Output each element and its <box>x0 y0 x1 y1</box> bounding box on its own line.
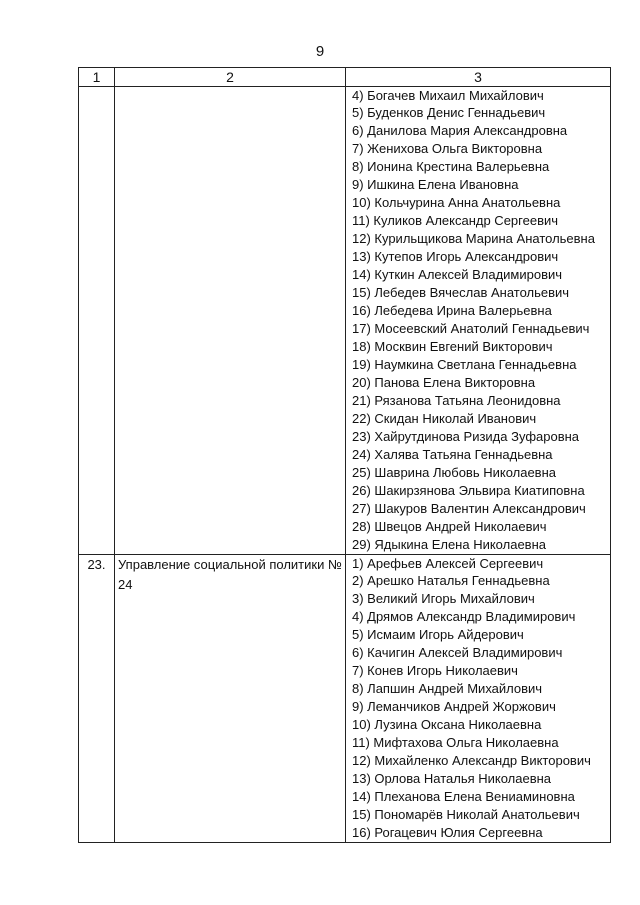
list-item: 17) Мосеевский Анатолий Геннадьевич <box>352 321 590 336</box>
list-item: 16) Лебедева Ирина Валерьевна <box>352 303 552 318</box>
list-item: 8) Ионина Крестина Валерьевна <box>352 159 550 174</box>
table-row <box>79 87 611 555</box>
member-list <box>346 555 611 843</box>
table-header-row <box>79 68 611 87</box>
row-number <box>79 87 115 555</box>
list-item: 15) Лебедев Вячеслав Анатольевич <box>352 285 570 300</box>
list-item: 28) Швецов Андрей Николаевич <box>352 519 547 534</box>
list-item: 10) Лузина Оксана Николаевна <box>352 717 542 732</box>
list-item: 14) Куткин Алексей Владимирович <box>352 267 563 282</box>
list-item: 20) Панова Елена Викторовна <box>352 375 536 390</box>
list-item: 15) Пономарёв Николай Анатольевич <box>352 807 580 822</box>
table-body <box>79 87 611 843</box>
row-number: 23. <box>79 555 115 843</box>
column-header-2: 2 <box>115 68 346 87</box>
list-item: 4) Дрямов Александр Владимирович <box>352 609 576 624</box>
list-item: 11) Куликов Александр Сергеевич <box>352 213 559 228</box>
list-item: 1) Арефьев Алексей Сергеевич <box>352 556 544 571</box>
list-item: 8) Лапшин Андрей Михайлович <box>352 681 543 696</box>
list-item: 11) Мифтахова Ольга Николаевна <box>352 735 559 750</box>
list-item: 3) Великий Игорь Михайлович <box>352 591 535 606</box>
organization-name: Управление социальной политики № 24 <box>115 555 346 843</box>
personnel-table <box>78 67 611 843</box>
list-item: 12) Михайленко Александр Викторович <box>352 753 591 768</box>
page-number: 9 <box>315 43 325 60</box>
list-item: 23) Хайрутдинова Ризида Зуфаровна <box>352 429 580 444</box>
list-item: 12) Курильщикова Марина Анатольевна <box>352 231 595 246</box>
list-item: 27) Шакуров Валентин Александрович <box>352 501 586 516</box>
list-item: 22) Скидан Николай Иванович <box>352 411 537 426</box>
column-header-3: 3 <box>346 68 611 87</box>
list-item: 4) Богачев Михаил Михайлович <box>352 88 544 103</box>
member-list <box>346 87 611 555</box>
list-item: 6) Качигин Алексей Владимирович <box>352 645 563 660</box>
list-item: 7) Конев Игорь Николаевич <box>352 663 518 678</box>
list-item: 13) Кутепов Игорь Александрович <box>352 249 559 264</box>
list-item: 25) Шаврина Любовь Николаевна <box>352 465 557 480</box>
list-item: 6) Данилова Мария Александровна <box>352 123 568 138</box>
list-item: 2) Арешко Наталья Геннадьевна <box>352 573 550 588</box>
list-item: 24) Халява Татьяна Геннадьевна <box>352 447 553 462</box>
list-item: 10) Кольчурина Анна Анатольевна <box>352 195 561 210</box>
column-header-1: 1 <box>79 68 115 87</box>
list-item: 29) Ядыкина Елена Николаевна <box>352 537 546 552</box>
list-item: 7) Женихова Ольга Викторовна <box>352 141 543 156</box>
list-item: 14) Плеханова Елена Вениаминовна <box>352 789 575 804</box>
list-item: 9) Ишкина Елена Ивановна <box>352 177 519 192</box>
list-item: 21) Рязанова Татьяна Леонидовна <box>352 393 561 408</box>
list-item: 16) Рогацевич Юлия Сергеевна <box>352 825 543 840</box>
list-item: 5) Исмаим Игорь Айдерович <box>352 627 524 642</box>
organization-name <box>115 87 346 555</box>
list-item: 19) Наумкина Светлана Геннадьевна <box>352 357 577 372</box>
list-item: 9) Леманчиков Андрей Жоржович <box>352 699 556 714</box>
list-item: 26) Шакирзянова Эльвира Киатиповна <box>352 483 585 498</box>
list-item: 18) Москвин Евгений Викторович <box>352 339 553 354</box>
list-item: 13) Орлова Наталья Николаевна <box>352 771 552 786</box>
table-row <box>79 555 611 843</box>
list-item: 5) Буденков Денис Геннадьевич <box>352 105 546 120</box>
